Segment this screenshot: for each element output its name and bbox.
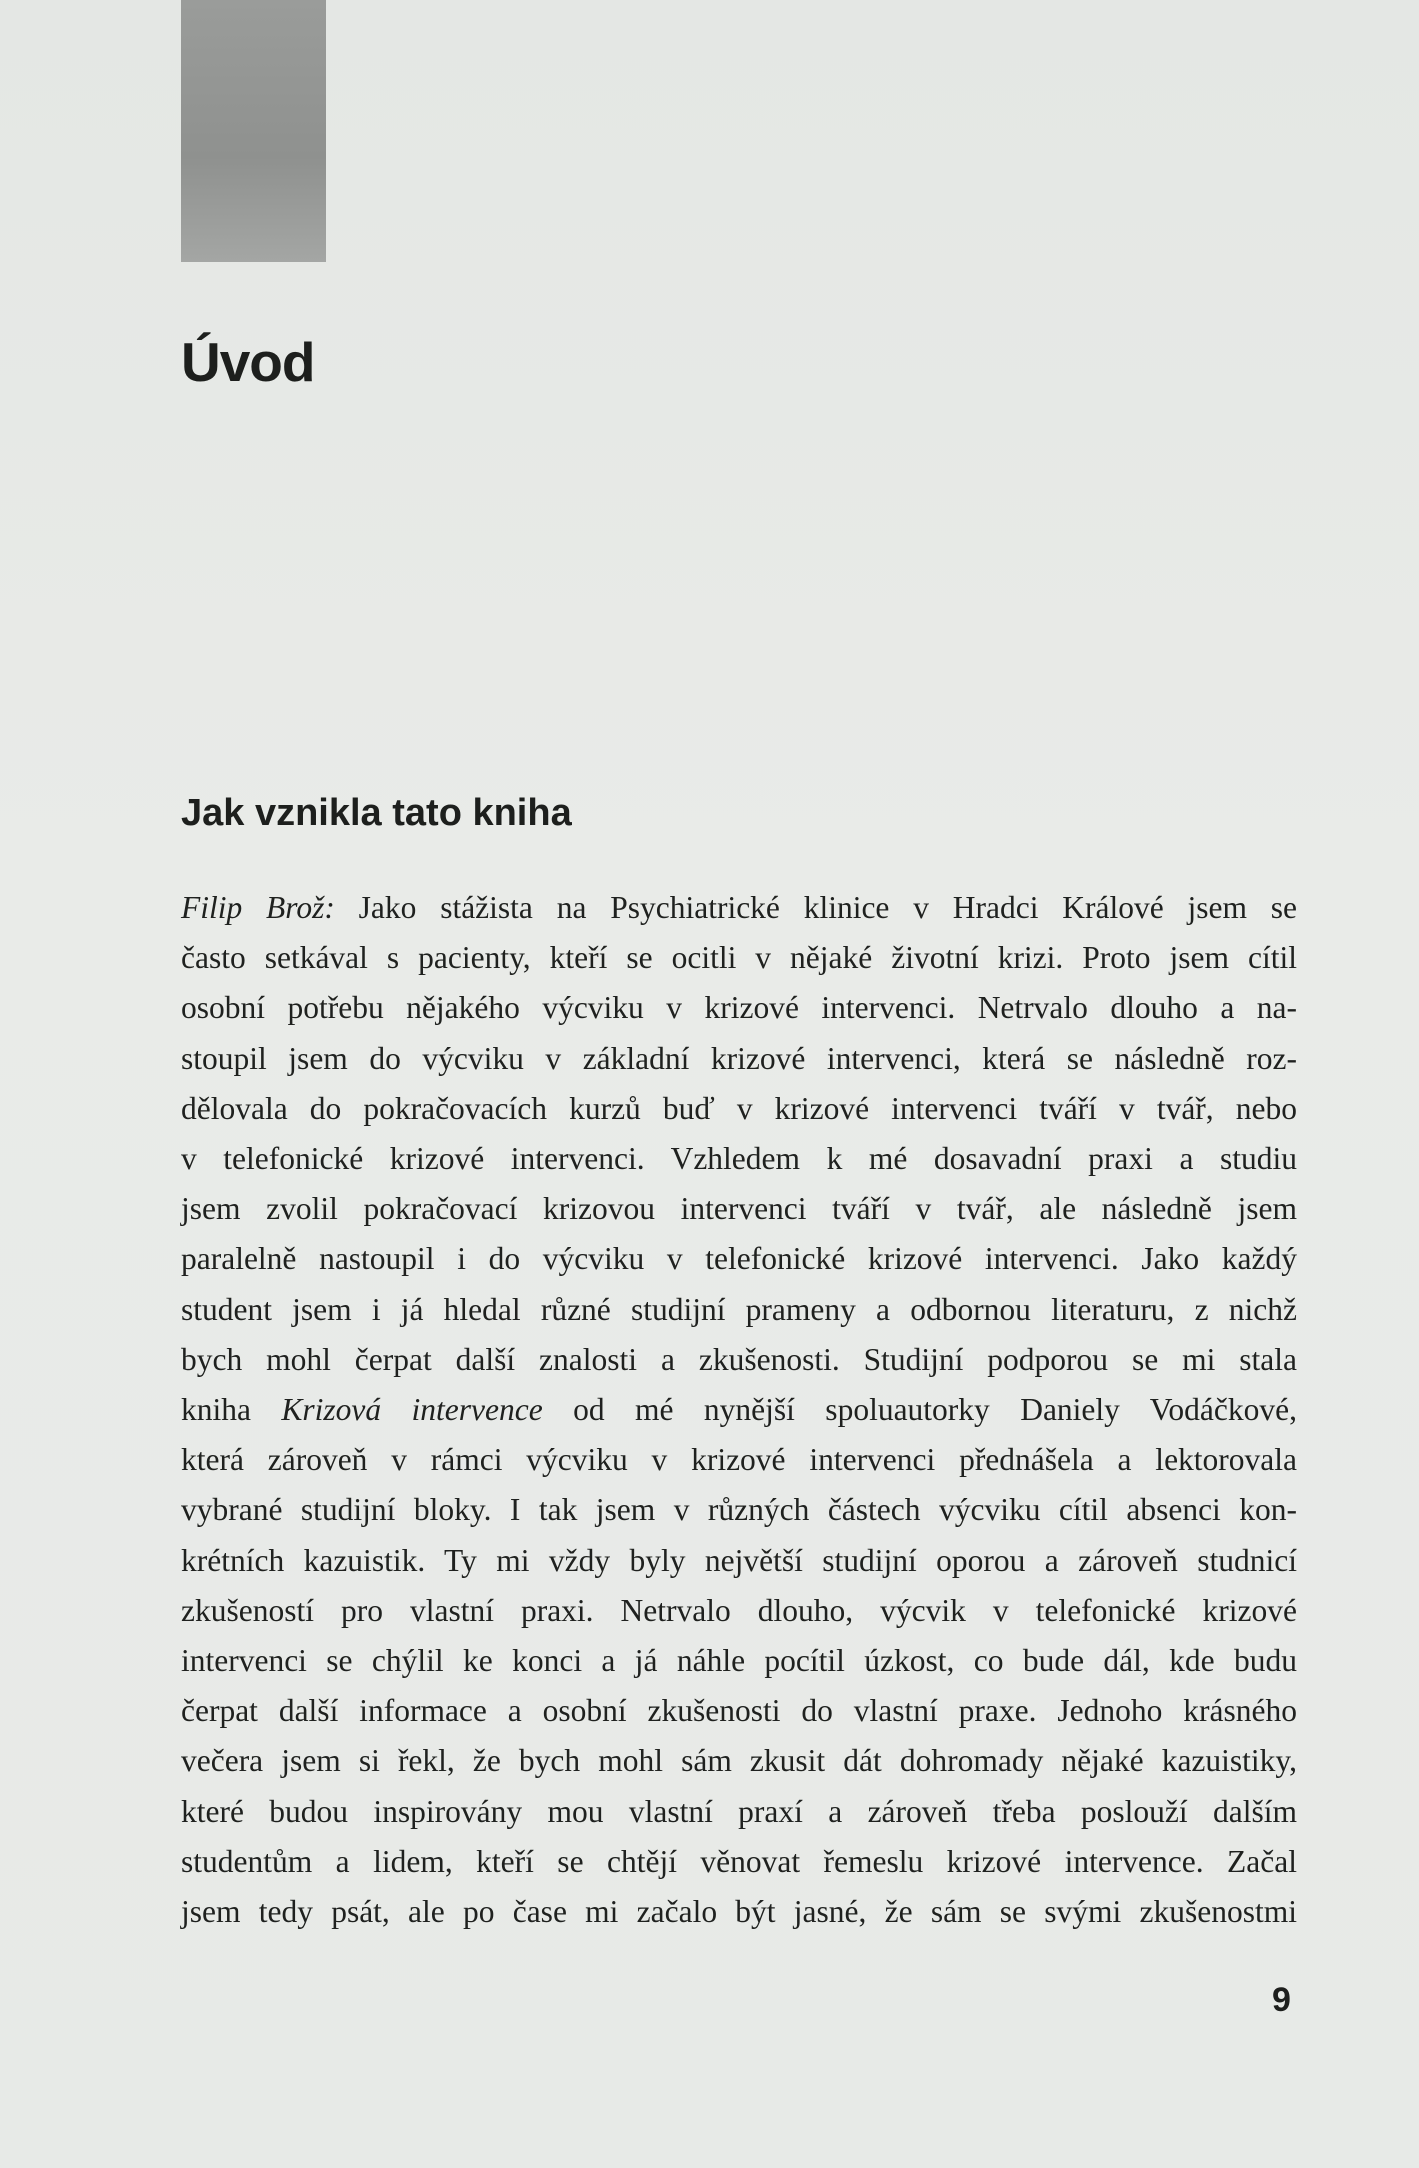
author-name: Filip Brož: — [181, 890, 335, 925]
text-line: zkušeností pro vlastní praxi. Netrvalo dlouho, výcvik v telefonické krizové — [181, 1592, 1297, 1628]
text-line: která zároveň v rámci výcviku v krizové intervenci přednášela a lektorovala — [181, 1442, 1297, 1478]
text-line: jsem tedy psát, ale po čase mi začalo být jasné, že sám se svými zkušenostmi — [181, 1894, 1297, 1930]
text-line: v telefonické krizové intervenci. Vzhledem k mé dosavadní praxi a studiu — [181, 1141, 1297, 1177]
text-line: čerpat další informace a osobní zkušenosti do vlastní praxe. Jednoho krásného — [181, 1693, 1297, 1729]
text-line: dělovala do pokračovacích kurzů buď v krizové intervenci tváří v tvář, nebo — [181, 1090, 1297, 1126]
text-line: jsem zvolil pokračovací krizovou intervenci tváří v tvář, ale následně jsem — [181, 1191, 1297, 1227]
text-line: často setkával s pacienty, kteří se ocitli v nějaké životní krizi. Proto jsem cítil — [181, 940, 1297, 976]
book-title: Krizová intervence — [281, 1392, 543, 1428]
chapter-title: Úvod — [181, 331, 315, 393]
text-line: Filip Brož: Jako stážista na Psychiatrické klinice v Hradci Králové jsem se — [181, 890, 1297, 925]
page-number: 9 — [1272, 1981, 1291, 2019]
text-line: bych mohl čerpat další znalosti a zkušenosti. Studijní podporou se mi stala — [181, 1341, 1297, 1377]
text-line: krétních kazuistik. Ty mi vždy byly největší studijní oporou a zároveň studnicí — [181, 1542, 1297, 1578]
bleed-through-header — [520, 78, 1300, 99]
text-line: stoupil jsem do výcviku v základní krizové intervenci, která se následně roz- — [181, 1040, 1297, 1076]
text-line: které budou inspirovány mou vlastní praxí a zároveň třeba poslouží dalším — [181, 1793, 1297, 1829]
text-line: paralelně nastoupil i do výcviku v telefonické krizové intervenci. Jako každý — [181, 1241, 1297, 1277]
text-line: student jsem i já hledal různé studijní prameny a odbornou literaturu, z nichž — [181, 1291, 1297, 1327]
text-line: večera jsem si řekl, že bych mohl sám zkusit dát dohromady nějaké kazuistiky, — [181, 1743, 1297, 1779]
text-line: vybrané studijní bloky. I tak jsem v různých částech výcviku cítil absenci kon- — [181, 1492, 1297, 1528]
text-line: kniha Krizová intervence od mé nynější spoluautorky Daniely Vodáčkové, — [181, 1392, 1297, 1428]
body-paragraph — [181, 883, 1297, 1937]
text-line: osobní potřebu nějakého výcviku v krizové intervenci. Netrvalo dlouho a na- — [181, 990, 1297, 1026]
text-line: studentům a lidem, kteří se chtějí věnovat řemeslu krizové intervence. Začal — [181, 1843, 1297, 1879]
section-title: Jak vznikla tato kniha — [181, 792, 572, 834]
text-line: intervenci se chýlil ke konci a já náhle pocítil úzkost, co bude dál, kde budu — [181, 1643, 1297, 1679]
bleed-through-line — [180, 188, 1300, 237]
